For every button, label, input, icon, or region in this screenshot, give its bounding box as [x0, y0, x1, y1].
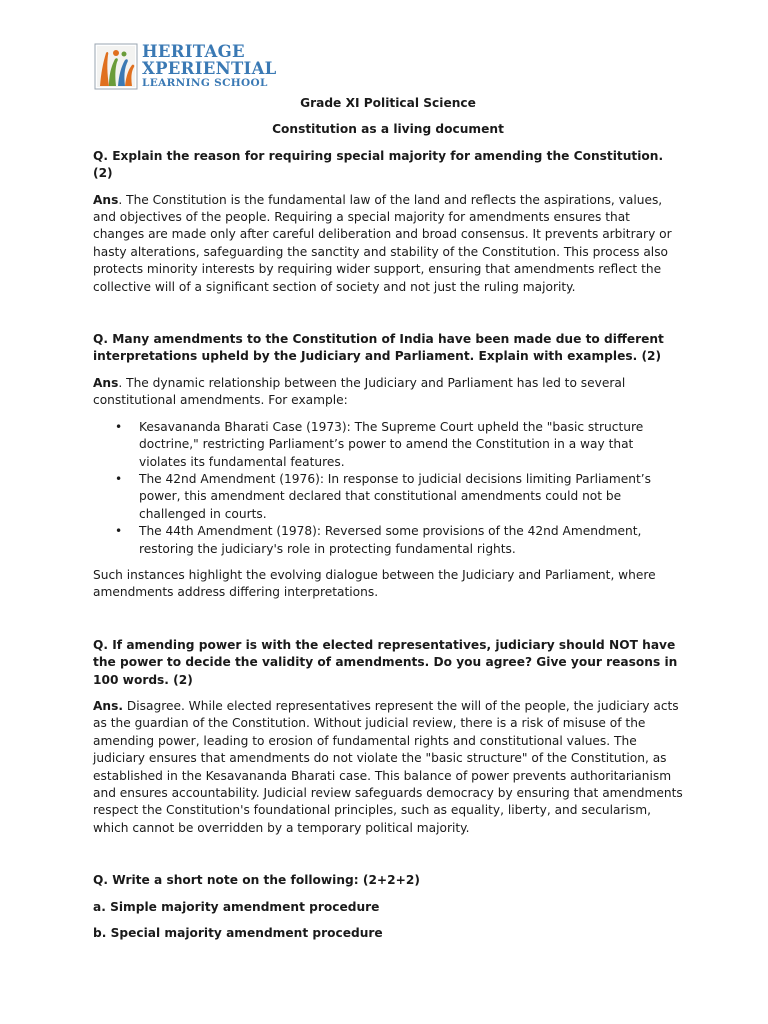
examples-list: [93, 419, 683, 558]
list-item: • The 42nd Amendment (1976): In response to judicial decisions limiting Parliament’s power, this amendment declared that constitutional amendments could not be challenged in courts.: [115, 471, 651, 521]
spacer: [93, 846, 683, 872]
document-title: Grade XI Political Science: [300, 96, 476, 110]
bullet-icon: •: [115, 471, 123, 486]
document-body: [93, 95, 683, 951]
bullet-icon: •: [115, 419, 123, 434]
question-4-item-b: b. Special majority amendment procedure: [93, 926, 383, 941]
logo-line-3: LEARNING SCHOOL: [142, 77, 268, 89]
answer-3-text: Disagree. While elected representatives represent the will of the people, the judiciary acts as the guardian of the Constitution. Without judicial review, there is a risk of misuse of the amending power, leading to erosion of fundamental rights and constitutional values. The judiciary ensures that amendments do not violate the "basic structure" of the Constitution, as established in the Kesavananda Bharati case. This balance of power prevents authoritarianism and ensures accountability. Judicial review safeguards democracy by ensuring that amendments respect the Constitution's foundational principles, such as equality, liberty, and secularism, which cannot be overridden by a temporary political majority.: [93, 698, 683, 835]
question-4-item-a: a. Simple majority amendment procedure: [93, 899, 380, 914]
answer-3: [93, 698, 683, 837]
spacer: [93, 611, 683, 637]
answer-1: [93, 192, 683, 296]
question-2: Q. Many amendments to the Constitution of India have been made due to different interpretations upheld by the Judiciary and Parliament. Explain with examples. (2): [93, 332, 664, 364]
bullet-icon: •: [115, 524, 123, 539]
answer-2-label: Ans: [93, 375, 119, 390]
answer-1-label: Ans: [93, 192, 119, 207]
answer-2: [93, 375, 683, 410]
spacer: [93, 305, 683, 331]
school-logo: [94, 43, 284, 91]
list-item: • Kesavananda Bharati Case (1973): The Supreme Court upheld the "basic structure doctrine," restricting Parliament’s power to amend the Constitution in a way that violates its fundamental features.: [115, 419, 644, 469]
document-subtitle: Constitution as a living document: [272, 122, 504, 137]
logo-line-2: XPERIENTIAL: [142, 59, 277, 78]
school-logo-wordmark: [142, 43, 277, 89]
logo-line-1: HERITAGE: [142, 42, 245, 61]
answer-1-text: . The Constitution is the fundamental law of the land and reflects the aspirations, values, and objectives of the people. Requiring a special majority for amendments ensures that changes are made only after careful deliberation and broad consensus. It prevents arbitrary or hasty alterations, safeguarding the sanctity and stability of the Constitution. This process also protects minority interests by requiring wider support, ensuring that amendments reflect the collective will of a significant section of society and not just the ruling majority.: [93, 192, 672, 294]
school-logo-figures-icon: [94, 43, 138, 90]
answer-2-text: . The dynamic relationship between the Judiciary and Parliament has led to several constitutional amendments. For example:: [93, 375, 626, 408]
list-item: • The 44th Amendment (1978): Reversed some provisions of the 42nd Amendment, restoring the judiciary's role in protecting fundamental rights.: [115, 524, 642, 556]
answer-3-label: Ans.: [93, 698, 123, 713]
question-4: Q. Write a short note on the following: (2+2+2): [93, 873, 420, 888]
answer-2-conclusion: Such instances highlight the evolving dialogue between the Judiciary and Parliament, where amendments address differing interpretations.: [93, 567, 656, 600]
question-1: Q. Explain the reason for requiring special majority for amending the Constitution. (2): [93, 148, 664, 181]
question-3: Q. If amending power is with the elected representatives, judiciary should NOT have the power to decide the validity of amendments. Do you agree? Give your reasons in 100 words. (2): [93, 637, 678, 687]
